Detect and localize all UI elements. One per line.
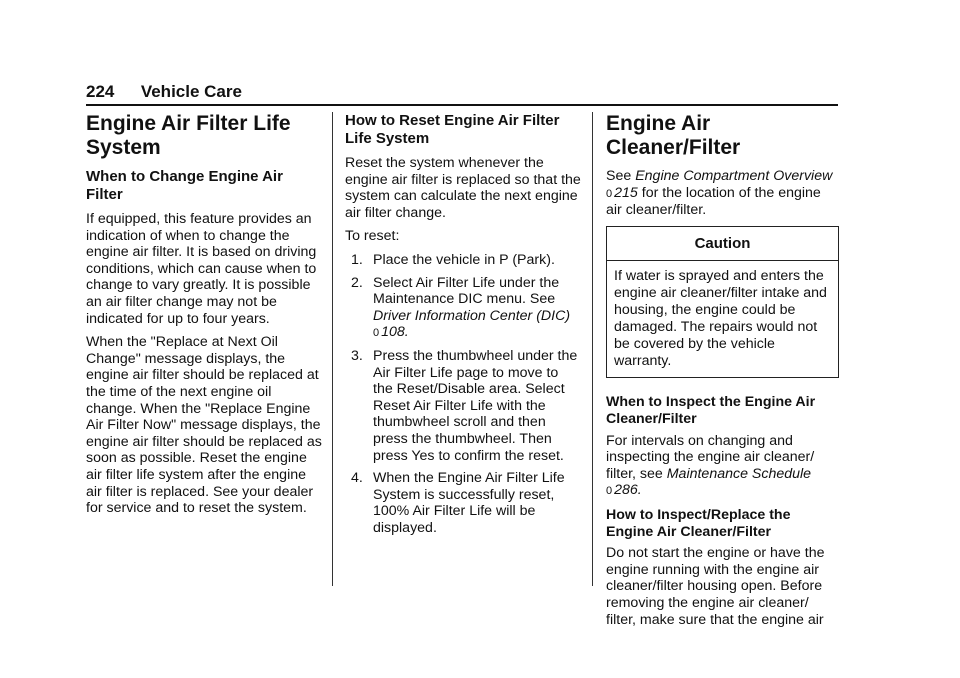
list-item [345,252,581,269]
section-title: Vehicle Care [140,82,242,101]
page-reference-number[interactable]: 215 [614,184,638,201]
see-after-text: for the location of the engine air cleaner/filter. [606,184,821,219]
reference-punctuation: . [637,482,642,499]
column-left [86,112,322,524]
heading-when-to-change: When to Change Engine Air Filter [86,168,283,203]
caution-title: Caution [607,227,838,262]
column-right [606,112,839,635]
heading-engine-air-cleaner-filter: Engine Air Cleaner/Filter [606,112,741,159]
header-rule [86,104,838,106]
page-reference-number[interactable]: 108 [381,324,405,341]
heading-how-to-reset: How to Reset Engine Air Filter Life System [345,112,560,147]
see-label: See [606,168,632,184]
list-item [345,470,581,536]
paragraph-see-overview [606,168,839,219]
page-reference-icon: 0 [606,485,613,498]
caution-text: If water is sprayed and enters the engine air cleaner/filter intake and housing, the engine could be damaged. The repairs would not be covered by the vehicle warranty. [614,268,827,370]
heading-engine-air-filter-life-system: Engine Air Filter Life System [86,112,291,159]
link-engine-compartment-overview[interactable]: Engine Compartment Overview [635,168,833,184]
paragraph-inspect-replace: Do not start the engine or have the engine running with the engine air cleaner/filter housing open. Before removing the engine air cleaner/ filter, make sure that the engine air [606,545,825,628]
step-text: Select Air Filter Life under the Maintenance DIC menu. See [373,274,560,308]
step-number: 4. [351,470,363,487]
to-reset-label: To reset: [345,228,400,245]
column-divider-1 [332,112,333,586]
link-driver-information-center[interactable]: Driver Information Center (DIC) [373,307,571,324]
link-maintenance-schedule[interactable]: Maintenance Schedule [666,465,812,482]
step-text: Press the thumbwheel under the Air Filter Life page to move to the Reset/Disable area. Select Reset Air Filter Life with the thumbwheel scroll and then press the thumbwheel. Then press Yes to confirm the reset. [373,347,578,464]
step-text: When the Engine Air Filter Life System is successfully reset, 100% Air Filter Life will be displayed. [373,470,565,536]
heading-when-to-inspect: When to Inspect the Engine Air Cleaner/Filter [606,394,816,427]
reset-steps-list [345,252,581,537]
step-number: 2. [351,274,363,291]
paragraph-indication: If equipped, this feature provides an indication of when to change the engine air filter. It is based on driving conditions, which can cause when to change to vary greatly. It is possible an air filter change may not be indicated for up to four years. [86,211,317,327]
reference-punctuation: . [404,324,409,341]
list-item [345,348,581,464]
page-reference-icon: 0 [606,187,613,200]
list-item [345,275,581,342]
heading-how-to-inspect-replace: How to Inspect/Replace the Engine Air Cleaner/Filter [606,506,791,540]
step-number: 3. [351,347,363,364]
page-reference-icon: 0 [373,327,380,340]
paragraph-reset-intro: Reset the system whenever the engine air filter is replaced so that the system can calculate the next engine air filter change. [345,155,581,221]
inspect-intervals-text: For intervals on changing and inspecting the engine air cleaner/ filter, see [606,432,815,482]
caution-box [606,226,839,379]
step-number: 1. [351,251,363,268]
page-number: 224 [86,82,115,101]
column-middle [345,112,581,543]
page-reference-number[interactable]: 286 [614,482,638,499]
step-text: Place the vehicle in P (Park). [373,251,555,268]
paragraph-inspect-intervals [606,433,839,500]
column-divider-2 [592,112,593,586]
page-header [86,82,838,104]
paragraph-replace-messages: When the "Replace at Next Oil Change" message displays, the engine air filter should be replaced at the time of the next engine oil change. When the "Replace Engine Air Filter Now" message displays, the engine air filter should be replaced as soon as possible. Reset the engine air filter life system after the engine air filter is replaced. See your dealer for service and to reset the system. [86,334,322,517]
